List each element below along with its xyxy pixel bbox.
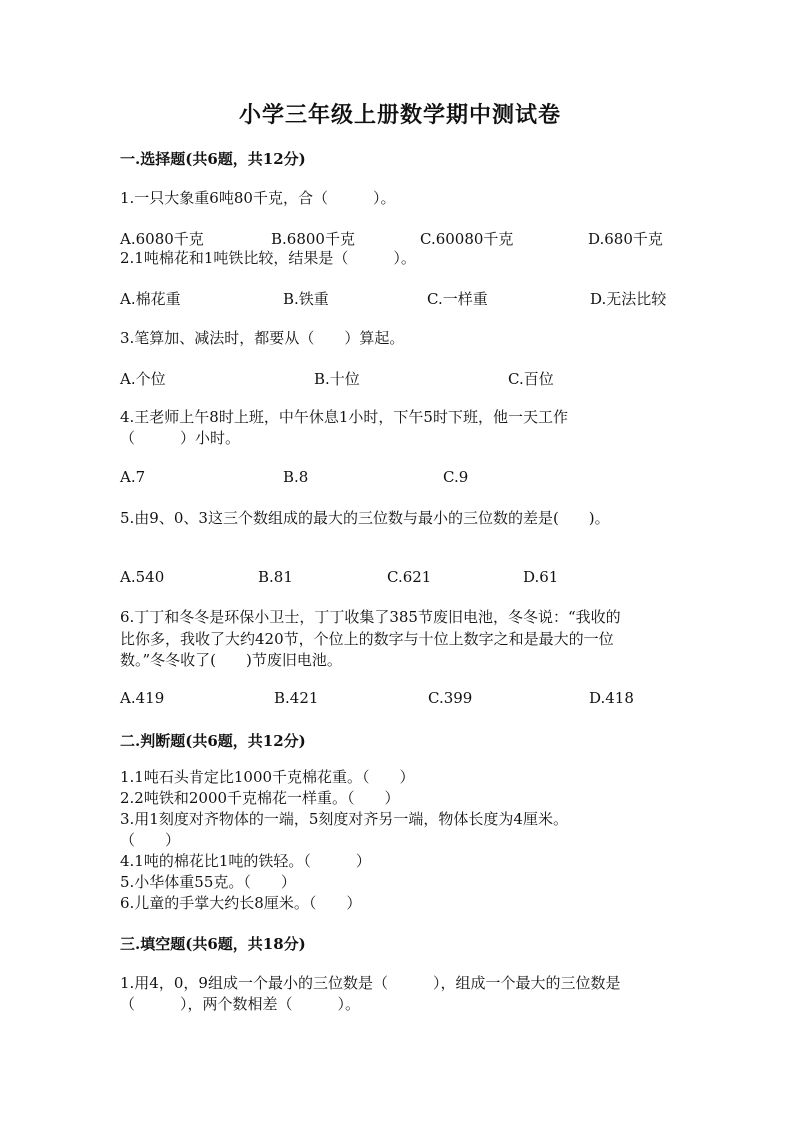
- q2-option-a: A.棉花重: [120, 290, 181, 308]
- q6-option-b: B.421: [274, 689, 319, 707]
- question-4-line-2: （ ）小时。: [120, 429, 241, 447]
- question-2: 2.1吨棉花和1吨铁比较，结果是（ ）。: [120, 249, 416, 267]
- q5-option-a: A.540: [120, 568, 165, 586]
- question-5: 5.由9、0、3这三个数组成的最大的三位数与最小的三位数的差是( )。: [120, 509, 610, 527]
- q1-option-d: D.680千克: [588, 230, 663, 248]
- q2-option-c: C.一样重: [427, 290, 488, 308]
- section-heading-choice: 一.选择题(共6题，共12分): [120, 150, 306, 168]
- q4-option-a: A.7: [120, 468, 146, 486]
- fill-question-1-line-1: 1.用4，0，9组成一个最小的三位数是（ ），组成一个最大的三位数是: [120, 974, 621, 992]
- q3-option-c: C.百位: [508, 370, 554, 388]
- q2-option-d: D.无法比较: [590, 290, 667, 308]
- section-heading-judgement: 二.判断题(共6题，共12分): [120, 732, 306, 750]
- q1-option-b: B.6800千克: [271, 230, 355, 248]
- q1-option-c: C.60080千克: [420, 230, 514, 248]
- q6-option-a: A.419: [120, 689, 165, 707]
- question-6-line-2: 比你多，我收了大约420节，个位上的数字与十位上数字之和是最大的一位: [120, 630, 614, 648]
- section-heading-fill-blank: 三.填空题(共6题，共18分): [120, 935, 306, 953]
- question-3: 3.笔算加、减法时，都要从（ ）算起。: [120, 329, 405, 347]
- question-6-line-3: 数。”冬冬收了( )节废旧电池。: [120, 651, 342, 669]
- q4-option-b: B.8: [283, 468, 309, 486]
- question-6-line-1: 6.丁丁和冬冬是环保小卫士，丁丁收集了385节废旧电池，冬冬说：“我收的: [120, 608, 621, 626]
- q1-option-a: A.6080千克: [120, 230, 204, 248]
- q5-option-b: B.81: [258, 568, 293, 586]
- judgement-item-2: 2.2吨铁和2000千克棉花一样重。（ ）: [120, 789, 400, 807]
- q6-option-c: C.399: [428, 689, 473, 707]
- q6-option-d: D.418: [589, 689, 634, 707]
- q4-option-c: C.9: [443, 468, 469, 486]
- fill-question-1-line-2: （ ），两个数相差（ ）。: [120, 995, 361, 1013]
- judgement-item-3: 3.用1刻度对齐物体的一端，5刻度对齐另一端，物体长度为4厘米。: [120, 810, 568, 828]
- q3-option-b: B.十位: [314, 370, 360, 388]
- judgement-item-1: 1.1吨石头肯定比1000千克棉花重。（ ）: [120, 768, 415, 786]
- judgement-item-4: 4.1吨的棉花比1吨的铁轻。（ ）: [120, 852, 371, 870]
- q3-option-a: A.个位: [120, 370, 166, 388]
- judgement-item-3-bracket: （ ）: [120, 831, 181, 849]
- page-title: 小学三年级上册数学期中测试卷: [238, 102, 561, 128]
- judgement-item-5: 5.小华体重55克。（ ）: [120, 873, 296, 891]
- question-1: 1.一只大象重6吨80千克，合（ ）。: [120, 189, 396, 207]
- question-4-line-1: 4.王老师上午8时上班，中午休息1小时，下午5时下班，他一天工作: [120, 408, 568, 426]
- q5-option-c: C.621: [387, 568, 432, 586]
- q5-option-d: D.61: [523, 568, 559, 586]
- q2-option-b: B.铁重: [283, 290, 329, 308]
- judgement-item-6: 6.儿童的手掌大约长8厘米。（ ）: [120, 894, 362, 912]
